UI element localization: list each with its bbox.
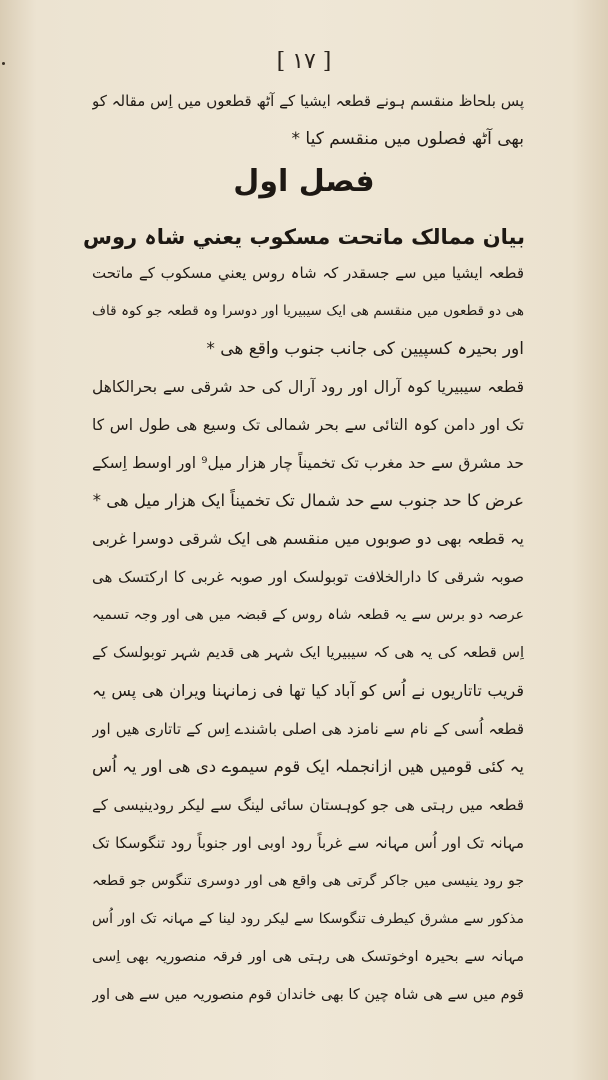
body-line: اور بحیرہ کسپیین کی جانب جنوب واقع هی * — [206, 339, 524, 359]
body-line: مہانہ تک اور اُس مہانہ سے غرباً رود اوبی اور جنوباً رود تنگوسکا تک — [92, 834, 524, 852]
body-line: قطعہ سیبیریا کوہ آرال اور رود آرال کی حد شرقی سے بحرالکاهل — [92, 378, 524, 396]
body-line: هی دو قطعوں میں منقسم هی ایک سیبیریا اور دوسرا وہ قطعہ جو کوہ قاف — [92, 303, 524, 319]
body-line: عرصہ دو برس سے یہ قطعہ شاہ روس کے قبضہ میں هی اور وجہ تسمیہ — [92, 607, 524, 623]
body-line: یہ کئی قومیں هیں ازانجملہ ایک قوم سیموے دی هی اور یہ اُس — [92, 757, 524, 776]
body-line: تک اور دامن کوہ التائی سے بحر شمالی تک وسیع هی طول اس کا — [92, 416, 524, 434]
chapter-title: فصل اول — [233, 164, 375, 199]
intro-paragraph — [92, 82, 524, 158]
body-line: مہانہ سے بحیرہ اوخوتسک هی رہتی هی اور فرقہ منصوریہ بھی اِسی — [92, 949, 524, 965]
body-line: قوم میں سے هی شاہ چین کا بھی خاندان قوم منصوریہ میں سے هی اور — [92, 987, 524, 1003]
intro-line: بھی آٹھ فصلوں میں منقسم کیا * — [291, 129, 524, 149]
body-line: حد مشرق سے حد مغرب تک تخمیناً چار هزار میل⁹ اور اوسط اِسکے — [92, 454, 524, 472]
body-text — [92, 254, 524, 1014]
body-line: مذکور سے مشرق کیطرف تنگوسکا سے لیکر رود لینا کے مہانہ تک اور اُس — [92, 911, 524, 927]
intro-line: پس بلحاظ منقسم ہونے قطعہ ایشیا کے آٹھ قطعوں میں اِس مقالہ کو — [92, 92, 524, 110]
body-line: صوبہ شرقی کا دارالخلافت توبولسک اور صوبہ غربی کا ارکتسک هی — [92, 568, 524, 586]
body-line: جو رود ینیسی میں جاکر گرتی هی واقع هی اور دوسری تنگوس جو قطعہ — [92, 873, 524, 889]
body-line: عرض کا حد جنوب سے حد شمال تک تخمیناً ایک هزار میل هی * — [92, 491, 524, 510]
section-title: بیان ممالک ماتحت مسکوب یعني شاہ روس — [83, 225, 525, 249]
page-number: [ ١٧ ] — [276, 49, 332, 74]
body-line: یہ قطعہ بھی دو صوبوں میں منقسم هی ایک شرقی دوسرا غربی — [92, 529, 524, 548]
body-line: قطعہ میں رہتی هی جو کوہستان سائی لینگ سے لیکر رودینیسی کے — [92, 796, 524, 814]
body-line: قریب تاتاریوں نے اُس کو آباد کیا تھا فی زمانہنا ویران هی پس یہ — [92, 681, 524, 700]
body-line: قطعہ ایشیا میں سے جسقدر کہ شاہ روس یعني مسکوب کے ماتحت — [92, 264, 524, 282]
body-line: اِس قطعہ کی یہ هی کہ سیبیریا ایک شہر هی قدیم شہر توبولسک کے — [92, 645, 524, 661]
body-line: قطعہ اُسی کے نام سے نامزد هی اصلی باشندے اِس کے تاتاری هیں اور — [92, 720, 524, 738]
